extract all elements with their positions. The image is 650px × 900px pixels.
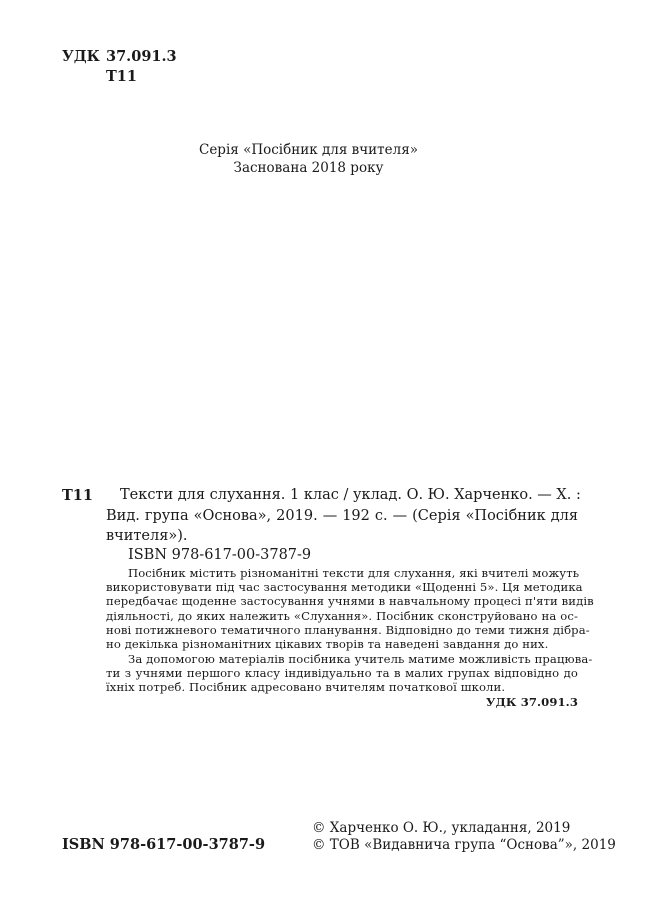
record-title-line: Тексти для слухання. 1 клас / уклад. О. Ю. Харченко. — Х. : xyxy=(120,487,581,503)
abstract-line: використовувати під час застосування методики «Щоденні 5». Ця методика xyxy=(106,580,583,594)
abstract-line: діяльності, до яких належить «Слухання». Посібник сконструйовано на ос- xyxy=(106,609,578,623)
series-founded: Заснована 2018 року xyxy=(233,160,384,176)
udk-code: 37.091.3 xyxy=(106,48,177,65)
record-title-line: вчителя»). xyxy=(106,528,188,544)
abstract-line: но декілька різноманітних цікавих творів та наведені завдання до них. xyxy=(106,637,549,651)
record-title-line: Вид. група «Основа», 2019. — 192 с. — (Серія «Посібник для xyxy=(106,508,578,524)
record-udk: УДК 37.091.3 xyxy=(486,695,578,709)
series-title: Серія «Посібник для вчителя» xyxy=(198,142,418,158)
footer-isbn: ISBN 978-617-00-3787-9 xyxy=(62,836,266,853)
abstract-line: їхніх потреб. Посібник адресовано вчителям початкової школи. xyxy=(106,680,506,694)
udk-label: УДК xyxy=(62,48,100,65)
abstract-line: нові потижневого тематичного планування. Відповідно до теми тижня дібра- xyxy=(106,623,590,637)
author-index: Т11 xyxy=(106,68,137,85)
copyright-publisher: © ТОВ «Видавнича група “Основа”», 2019 xyxy=(312,837,616,853)
record-index: Т11 xyxy=(62,487,93,504)
abstract-line: передбачає щоденне застосування учнями в навчальному процесі п'яти видів xyxy=(106,594,594,608)
abstract-line: Посібник містить різноманітні тексти для слухання, які вчителі можуть xyxy=(128,566,580,580)
abstract-line: ти з учнями першого класу індивідуально та в малих групах відповідно до xyxy=(106,666,578,680)
abstract-line: За допомогою матеріалів посібника учитель матиме можливість працюва- xyxy=(128,652,593,666)
record-isbn: ISBN 978-617-00-3787-9 xyxy=(128,547,312,563)
copyright-author: © Харченко О. Ю., укладання, 2019 xyxy=(312,820,571,836)
